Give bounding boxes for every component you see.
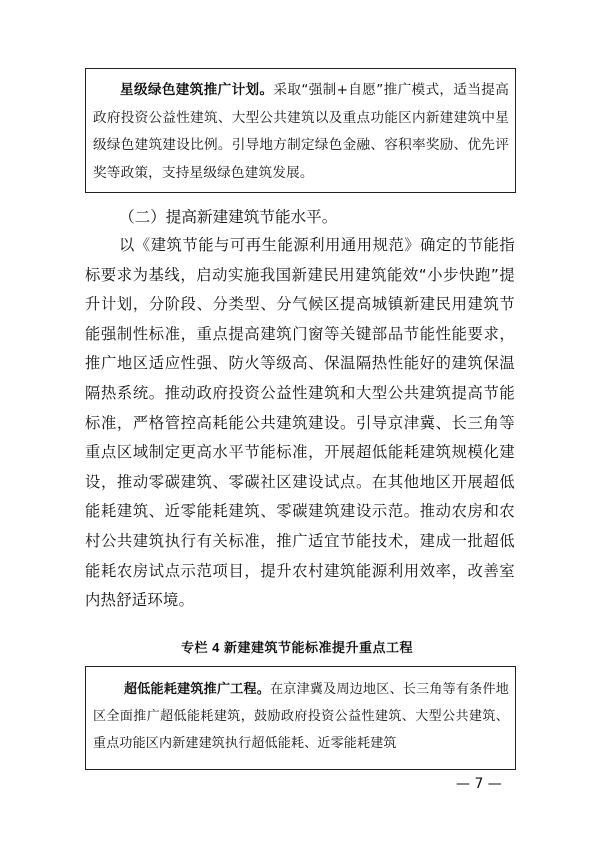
green-building-plan-text xyxy=(93,77,509,187)
green-building-plan-body: 采取“强制+自愿”推广模式，适当提高政府投资公益性建筑、大型公共建筑以及重点功能区内新建建筑中星级绿色建筑建设比例。引导地方制定绿色金融、容积率奖励、优先评奖等政策，支持星级绿色建筑发展。 xyxy=(93,82,510,181)
section-paragraph: 以《建筑节能与可再生能源利用通用规范》确定的节能指标要求为基线，启动实施我国新建民用建筑能效“小步快跑”提升计划，分阶段、分类型、分气候区提高城镇新建民用建筑节能强制性标准，重点提高建筑门窗等关键部品节能性能要求，推广地区适应性强、防火等级高、保温隔热性能好的建筑保温隔热系统。推动政府投资公益性建筑和大型公共建筑提高节能标准，严格管控高耗能公共建筑建设。引导京津冀、长三角等重点区域制定更高水平节能标准，开展超低能耗建筑规模化建设，推动零碳建筑、零碳社区建设试点。在其他地区开展超低能耗建筑、近零能耗建筑、零碳建筑建设示范。推动农房和农村公共建筑执行有关标准，推广适宜节能技术，建成一批超低能耗农房试点示范项目，提升农村建筑能源利用效率，改善室内热舒适环境。 xyxy=(85,236,515,610)
ultra-low-energy-box xyxy=(85,666,516,770)
section-heading: （二）提高新建建筑节能水平。 xyxy=(119,208,338,226)
green-building-plan-heading: 星级绿色建筑推广计划。 xyxy=(120,82,274,98)
page-number: — 7 — xyxy=(456,776,502,792)
ultra-low-energy-body: 在京津冀及周边地区、长三角等有条件地区全面推广超低能耗建筑，鼓励政府投资公益性建筑、大型公共建筑、重点功能区内新建建筑执行超低能耗、近零能耗建筑 xyxy=(93,682,509,751)
ultra-low-energy-heading: 超低能耗建筑推广工程。 xyxy=(124,682,271,697)
column-caption: 专栏 4 新建建筑节能标准提升重点工程 xyxy=(181,640,413,655)
ultra-low-energy-text xyxy=(93,676,509,757)
green-building-plan-box xyxy=(85,68,516,193)
